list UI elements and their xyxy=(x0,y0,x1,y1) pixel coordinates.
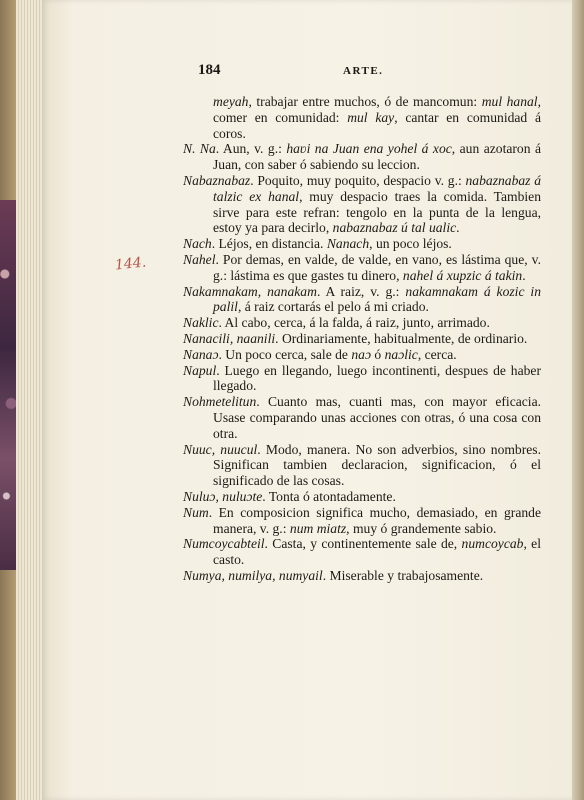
entry-term: Nabaznabaz xyxy=(183,172,251,188)
entry-gloss: . Luego en llegando, luego incontinenti, despues de haber llegado. xyxy=(213,362,541,394)
dictionary-entry xyxy=(183,236,541,252)
entry-gloss: . En composicion significa mucho, demasiado, en grande manera, v. g.: xyxy=(208,504,541,536)
entry-term: numcoycab xyxy=(461,536,524,552)
dictionary-entry xyxy=(183,347,541,363)
entry-gloss: . Modo, manera. No son adverbios, sino nombres. Significan tambien declaracion, significacion, ó el significado de las cosas. xyxy=(213,441,541,489)
entry-gloss: . Casta, y continentemente sale de, xyxy=(264,536,462,552)
binding-edge-bottom xyxy=(0,570,16,800)
entry-term: Nach xyxy=(183,236,212,252)
entry-gloss: . Cuanto mas, cuanti mas, con mayor eficacia. Usase comparando unas acciones con otras, ó una cosa con otra. xyxy=(213,394,541,441)
entry-gloss: . Ordinariamente, habitualmente, de ordinario. xyxy=(275,330,528,346)
entry-gloss: , aun azotaron á Juan, con saber ó sabiendo su leccion. xyxy=(213,141,541,173)
entry-term: Nuluɔ, nuluɔte xyxy=(183,488,263,504)
entry-gloss: . Tonta ó atontadamente. xyxy=(262,488,396,504)
entry-term: Naklic xyxy=(183,315,219,331)
entry-gloss: . Un poco cerca, sale de xyxy=(218,346,352,362)
entry-term: Numcoycabteil xyxy=(183,536,265,552)
entry-gloss: . A raiz, v. g.: xyxy=(316,283,406,299)
page-number: 184 xyxy=(198,62,221,78)
binding-edge-top xyxy=(0,0,16,200)
entry-gloss: , trabajar entre muchos, ó de mancomun: xyxy=(248,94,482,109)
entry-term: nahel á xupzic á takin xyxy=(402,267,523,283)
entry-term: naɔlic xyxy=(384,346,418,362)
entry-term: mul kay xyxy=(347,109,395,125)
entry-term: nabaznabaz á talzic ex hanal xyxy=(213,172,541,204)
entry-gloss: ó xyxy=(371,346,385,362)
entry-gloss: . Poquito, muy poquito, despacio v. g.: xyxy=(250,172,466,188)
entry-term: nabaznabaz ú tal ualic xyxy=(332,220,457,236)
entry-term: nakamnakam á kozic in palil xyxy=(213,283,542,315)
dictionary-entry xyxy=(183,331,541,347)
dictionary-entry xyxy=(183,252,541,284)
marbled-endpaper xyxy=(0,200,16,570)
entry-term: Nakamnakam, nanakam xyxy=(183,283,317,299)
entry-term: Nahel xyxy=(183,251,216,267)
entry-term: mul hanal xyxy=(481,94,538,109)
entry-gloss: , cantar en comunidad á coros. xyxy=(213,109,541,141)
dictionary-entry xyxy=(183,173,541,236)
entry-term: naɔ xyxy=(351,346,371,362)
entry-gloss: , muy despacio traes la comida. Tambien sirve para este refran: tengolo en la punta de la lengua, estoy ya para decirlo, xyxy=(213,188,542,236)
entry-term: Nuuc, nuucul xyxy=(183,441,258,457)
dictionary-text xyxy=(183,94,541,584)
entry-term: meyah xyxy=(213,94,249,109)
entry-gloss: , á raiz cortarás el pelo á mi criado. xyxy=(237,299,429,315)
entry-continuation xyxy=(183,94,541,141)
dictionary-entry xyxy=(183,363,541,395)
entry-gloss: , el casto. xyxy=(213,536,541,568)
running-head: ARTE. xyxy=(343,65,384,77)
entry-gloss: , un poco léjos. xyxy=(369,236,452,252)
entry-gloss: . Aun, v. g.: xyxy=(215,141,287,157)
entry-gloss: . Por demas, en valde, de valde, en vano, es lástima que, v. g.: lástima es que gastes tu dinero, xyxy=(213,251,541,283)
dictionary-entry xyxy=(183,141,541,173)
entry-term: Napul xyxy=(183,362,217,378)
entry-gloss: . Al cabo, cerca, á la falda, á raiz, junto, arrimado. xyxy=(218,315,490,331)
dictionary-entry xyxy=(183,315,541,331)
page-header xyxy=(198,62,538,80)
dictionary-entry xyxy=(183,442,541,489)
page-stack-edge xyxy=(16,0,42,800)
handwritten-margin-note: 144. xyxy=(114,254,147,274)
entry-term: Nanacili, naanili xyxy=(183,330,276,346)
dictionary-entry xyxy=(183,284,541,316)
entry-term: haʋi na Juan ena yohel á xoc xyxy=(286,141,452,157)
dictionary-entry xyxy=(183,568,541,584)
dictionary-entry xyxy=(183,394,541,441)
entry-term: Nanach xyxy=(326,236,370,252)
entry-gloss: . xyxy=(522,267,526,283)
entry-term: Nanaɔ xyxy=(183,346,219,362)
entry-term: N. Na xyxy=(183,141,216,157)
entry-term: num miatz xyxy=(289,520,347,536)
dictionary-entry xyxy=(183,489,541,505)
dictionary-entry xyxy=(183,536,541,568)
entry-term: Numya, numilya, numyail xyxy=(183,567,323,583)
entry-term: Nohmetelitun xyxy=(183,394,257,410)
entry-gloss: . Miserable y trabajosamente. xyxy=(322,567,484,583)
entry-gloss: , muy ó grandemente sabio. xyxy=(346,520,497,536)
entry-gloss: , cerca. xyxy=(417,346,457,362)
entry-gloss: . Léjos, en distancia. xyxy=(211,236,327,252)
dictionary-entry xyxy=(183,505,541,537)
entry-gloss: . xyxy=(456,220,460,236)
page-right-edge xyxy=(572,0,584,800)
entry-term: Num xyxy=(183,504,209,520)
entry-gloss: , comer en comunidad: xyxy=(213,94,541,125)
